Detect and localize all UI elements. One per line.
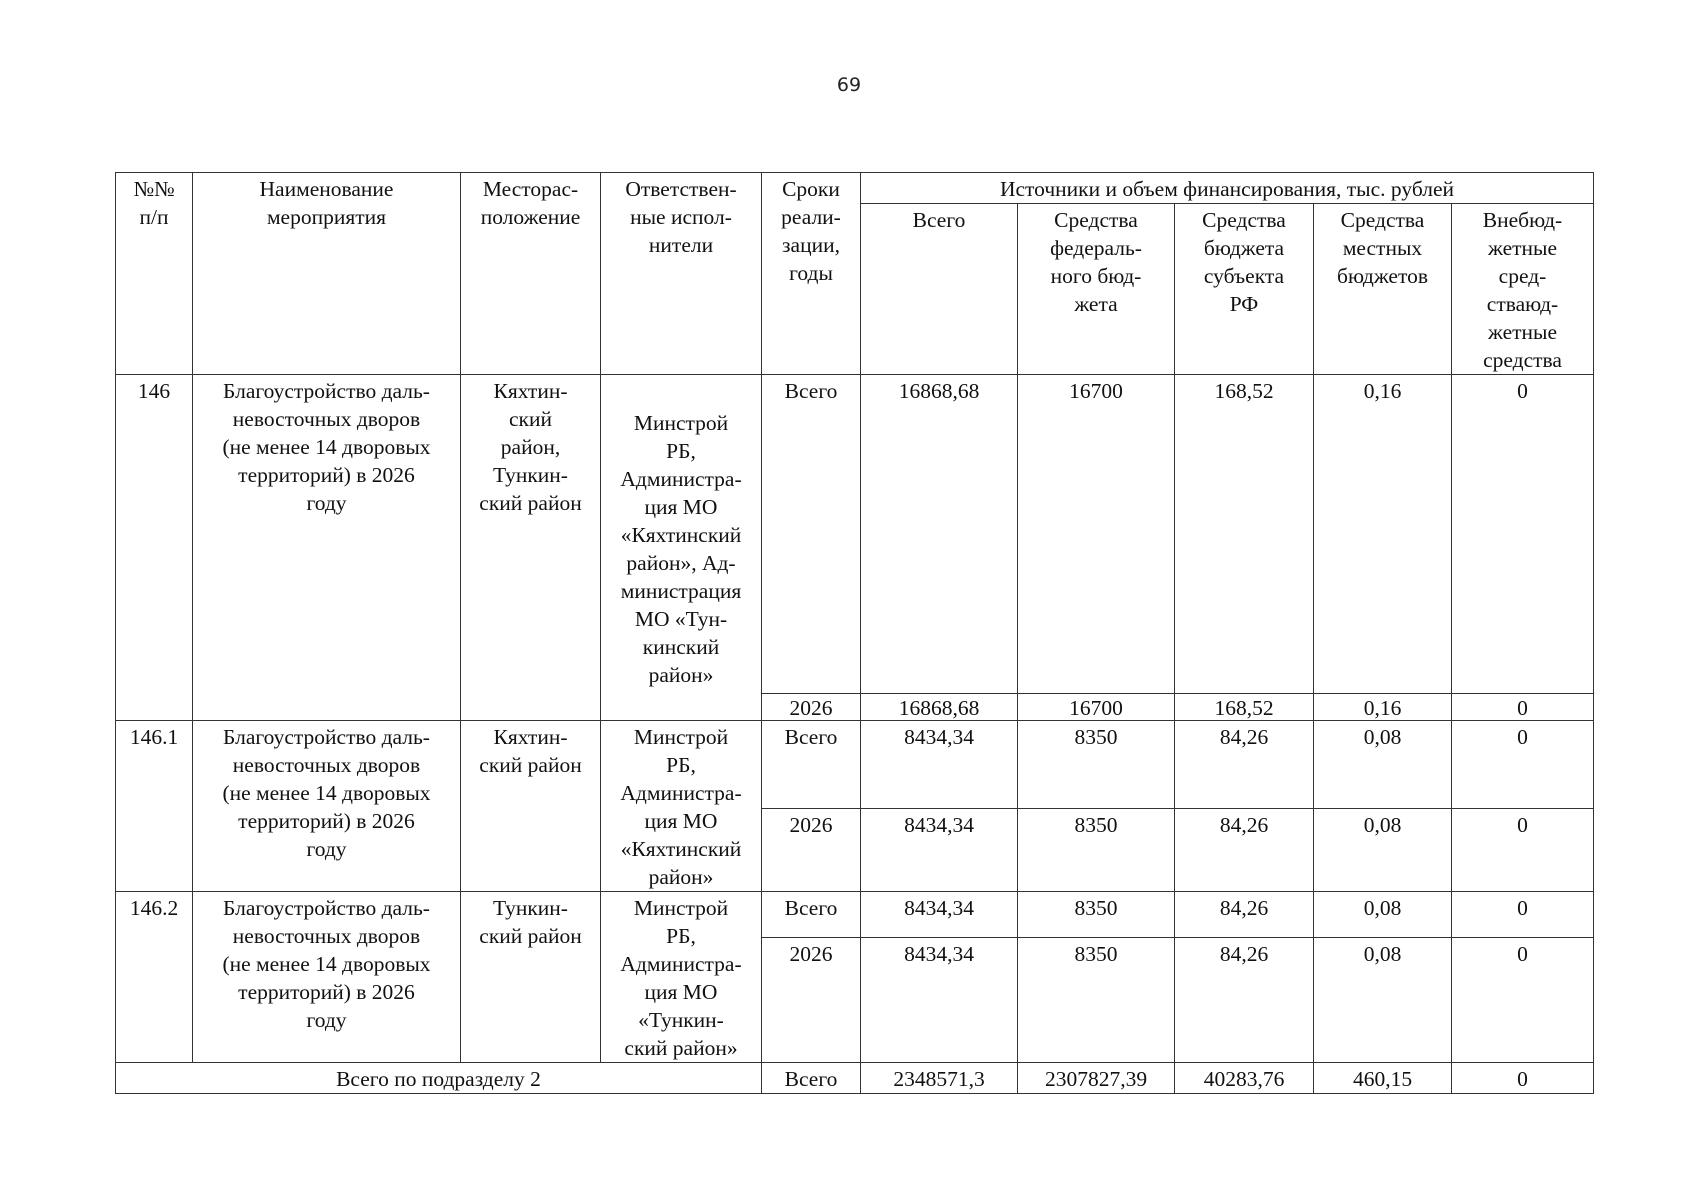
row-local: 0,08 [1314,892,1452,938]
row-extra: 0 [1452,694,1594,721]
page-number: 69 [836,74,862,96]
header-federal: Средства федераль- ного бюд- жета [1018,204,1175,375]
row-local: 0,08 [1314,937,1452,1062]
row-subject: 84,26 [1175,721,1314,809]
row-period: Всего [762,375,861,694]
subtotal-row [116,1063,1594,1094]
row-name: Благоустройство даль- невосточных дворов (не менее 14 дворовых территорий) в 2026 году [193,892,461,1063]
subtotal-label: Всего по подразделу 2 [116,1063,762,1094]
row-local: 0,16 [1314,375,1452,694]
row-total: 8434,34 [861,808,1018,892]
row-period: 2026 [762,808,861,892]
table-row [116,892,1594,938]
row-responsible: Минстрой РБ, Администра- ция МО «Кяхтинский район», Ад- министрация МО «Тун- кинский район» [601,375,762,721]
row-location: Кяхтин- ский район [461,721,601,892]
row-federal: 16700 [1018,694,1175,721]
row-total: 16868,68 [861,375,1018,694]
header-row-1 [116,173,1594,204]
row-num: 146 [116,375,193,721]
row-name: Благоустройство даль- невосточных дворов (не менее 14 дворовых территорий) в 2026 году [193,375,461,721]
row-extra: 0 [1452,721,1594,809]
row-subject: 168,52 [1175,694,1314,721]
table-row [116,721,1594,809]
subtotal-period: Всего [762,1063,861,1094]
header-total: Всего [861,204,1018,375]
header-responsible: Ответствен- ные испол- нители [601,173,762,375]
row-location: Тункин- ский район [461,892,601,1063]
row-responsible: Минстрой РБ, Администра- ция МО «Тункин- ский район» [601,892,762,1063]
header-num: №№ п/п [116,173,193,375]
row-subject: 168,52 [1175,375,1314,694]
row-period: 2026 [762,694,861,721]
row-num: 146.1 [116,721,193,892]
row-location: Кяхтин- ский район, Тункин- ский район [461,375,601,721]
row-extra: 0 [1452,808,1594,892]
row-federal: 8350 [1018,937,1175,1062]
row-total: 8434,34 [861,721,1018,809]
row-subject: 84,26 [1175,937,1314,1062]
row-federal: 8350 [1018,808,1175,892]
row-name: Благоустройство даль- невосточных дворов (не менее 14 дворовых территорий) в 2026 году [193,721,461,892]
row-responsible: Минстрой РБ, Администра- ция МО «Кяхтинский район» [601,721,762,892]
subtotal-local: 460,15 [1314,1063,1452,1094]
header-name: Наименование мероприятия [193,173,461,375]
header-subject: Средства бюджета субъекта РФ [1175,204,1314,375]
row-total: 8434,34 [861,937,1018,1062]
row-num: 146.2 [116,892,193,1063]
header-location: Месторас- положение [461,173,601,375]
row-period: Всего [762,721,861,809]
row-federal: 8350 [1018,721,1175,809]
funding-table [115,172,1594,1094]
row-local: 0,08 [1314,808,1452,892]
row-period: 2026 [762,937,861,1062]
row-extra: 0 [1452,937,1594,1062]
row-federal: 16700 [1018,375,1175,694]
subtotal-subject: 40283,76 [1175,1063,1314,1094]
row-local: 0,16 [1314,694,1452,721]
subtotal-federal: 2307827,39 [1018,1063,1175,1094]
header-extra: Внебюд- жетные сред- стваюд- жетные средства [1452,204,1594,375]
row-subject: 84,26 [1175,892,1314,938]
table-row [116,375,1594,694]
row-period: Всего [762,892,861,938]
row-extra: 0 [1452,375,1594,694]
row-total: 8434,34 [861,892,1018,938]
subtotal-extra: 0 [1452,1063,1594,1094]
header-funding-group: Источники и объем финансирования, тыс. рублей [861,173,1594,204]
row-extra: 0 [1452,892,1594,938]
row-subject: 84,26 [1175,808,1314,892]
row-local: 0,08 [1314,721,1452,809]
subtotal-total: 2348571,3 [861,1063,1018,1094]
row-federal: 8350 [1018,892,1175,938]
header-period: Сроки реали- зации, годы [762,173,861,375]
row-total: 16868,68 [861,694,1018,721]
header-local: Средства местных бюджетов [1314,204,1452,375]
